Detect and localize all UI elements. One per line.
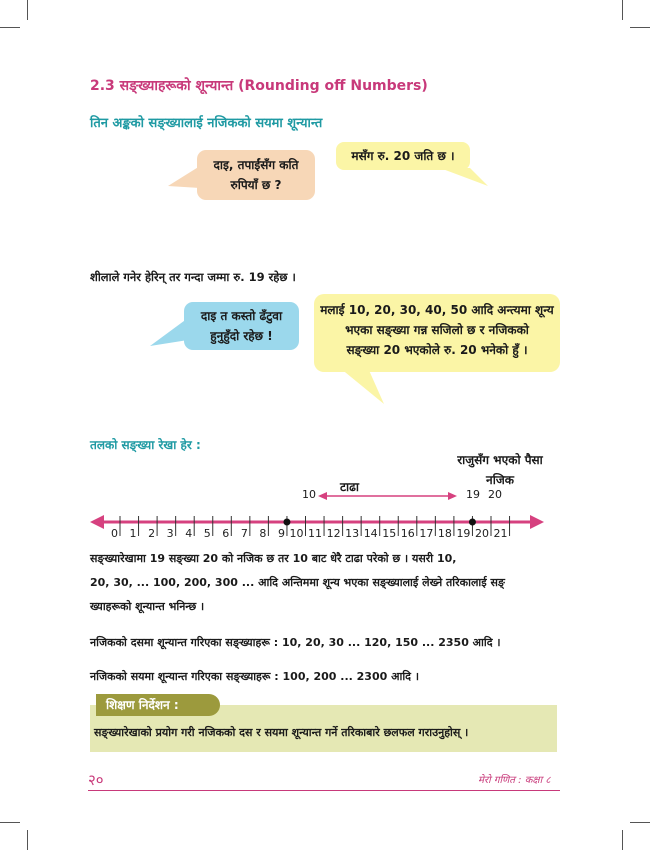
narration-text: शीलाले गनेर हेरिन् तर गन्दा जम्मा रु. 19 रहेछ । <box>90 270 296 284</box>
tail-boy-1 <box>440 168 488 186</box>
tick-label: 6 <box>222 527 230 540</box>
marker-dot <box>469 519 476 526</box>
tick-label: 21 <box>493 527 508 540</box>
marker-dot <box>283 519 290 526</box>
bubble-line: दाइ त कस्तो ढँटुवा <box>200 309 283 323</box>
raju-label-line: नजिक <box>486 473 514 487</box>
bubble-line: मसँग रु. 20 जति छ । <box>351 149 455 163</box>
tick-label: 13 <box>345 527 360 540</box>
bubble-line: हुनुहुँदो रहेछ ! <box>210 329 273 343</box>
tick-label: 0 <box>111 527 118 540</box>
number-line-heading: तलको सङ्ख्या रेखा हेर : <box>90 438 201 452</box>
bubble-line: रुपियाँ छ ? <box>230 178 282 192</box>
tens-rounding-text: नजिकको दसमा शून्यान्त गरिएका सङ्ख्याहरू : 10, 20, 30 ... 120, 150 ... 2350 आदि । <box>90 636 501 649</box>
book-title-footer: मेरो गणित : कक्षा ८ <box>478 775 551 786</box>
tick-label: 12 <box>326 527 341 540</box>
far-arrow-left-head <box>318 492 327 500</box>
bubble-line: मलाई 10, 20, 30, 40, 50 आदि अन्त्यमा शून्य <box>320 303 554 317</box>
tick-label: 11 <box>308 527 323 540</box>
tick-label: 9 <box>277 527 285 540</box>
tick-label: 8 <box>259 527 267 540</box>
tick-label: 3 <box>166 527 174 540</box>
tail-boy-2 <box>340 368 384 404</box>
speech-bubble-boy-2 <box>314 294 560 372</box>
number-line <box>0 492 650 552</box>
tick-label: 19 <box>456 527 471 540</box>
section-title: 2.3 सङ्ख्याहरूको शून्यान्त (Rounding off Numbers) <box>90 78 428 94</box>
marker-right-label-a: 19 <box>466 488 480 501</box>
tick-label: 18 <box>437 527 452 540</box>
tick-label: 2 <box>148 527 156 540</box>
far-label: टाढा <box>340 480 360 494</box>
raju-label-line: राजुसँग भएको पैसा <box>457 453 543 467</box>
explanation-line-1: सङ्ख्यारेखामा 19 सङ्ख्या 20 को नजिक छ तर 10 बाट धेरै टाढा परेको छ । यसरी 10, <box>90 552 457 565</box>
tick-label: 14 <box>363 527 378 540</box>
explanation-line-3: ख्याहरूको शून्यान्त भनिन्छ । <box>90 600 205 613</box>
number-line-ticks <box>111 516 510 540</box>
marker-left-label: 10 <box>302 488 316 501</box>
speech-bubble-girl-1 <box>197 150 315 200</box>
axis-arrow-right <box>530 515 544 529</box>
section-subtitle: तिन अङ्कको सङ्ख्यालाई नजिकको सयमा शून्यान्त <box>90 116 323 131</box>
marker-right-label-b: 20 <box>488 488 502 501</box>
bubble-line: भएका सङ्ख्या गन्न सजिलो छ र नजिकको <box>345 323 529 337</box>
tick-label: 10 <box>289 527 304 540</box>
tail-girl-1 <box>168 166 200 188</box>
far-arrow-right-head <box>448 492 457 500</box>
tail-girl-2 <box>150 318 188 346</box>
tick-label: 17 <box>419 527 434 540</box>
footer-rule <box>88 790 560 791</box>
axis-arrow-left <box>90 515 104 529</box>
tick-label: 7 <box>240 527 248 540</box>
speech-bubble-girl-2 <box>184 302 299 350</box>
tick-label: 4 <box>185 527 193 540</box>
hundreds-rounding-text: नजिकको सयमा शून्यान्त गरिएका सङ्ख्याहरू : 100, 200 ... 2300 आदि । <box>90 670 420 683</box>
page-number: २० <box>88 771 104 789</box>
tick-label: 20 <box>475 527 489 540</box>
tick-label: 15 <box>382 527 397 540</box>
tick-label: 5 <box>203 527 211 540</box>
bubble-line: दाइ, तपाईंसँग कति <box>213 158 299 172</box>
explanation-line-2: 20, 30, ... 100, 200, 300 ... आदि अन्तिममा शून्य भएका सङ्ख्यालाई लेख्ने तरिकालाई सङ् <box>90 576 505 589</box>
raju-money-label <box>440 450 560 490</box>
tick-label: 1 <box>129 527 137 540</box>
tick-label: 16 <box>400 527 415 540</box>
teaching-note-text: सङ्ख्यारेखाको प्रयोग गरी नजिकको दस र सयमा शून्यान्त गर्ने तरिकाबारे छलफल गराउनुहोस् । <box>94 726 469 739</box>
speech-bubble-boy-1 <box>336 142 470 170</box>
bubble-line: सङ्ख्या 20 भएकोले रु. 20 भनेको हुँ । <box>346 343 528 357</box>
teaching-note-label: शिक्षण निर्देशन : <box>96 694 220 716</box>
